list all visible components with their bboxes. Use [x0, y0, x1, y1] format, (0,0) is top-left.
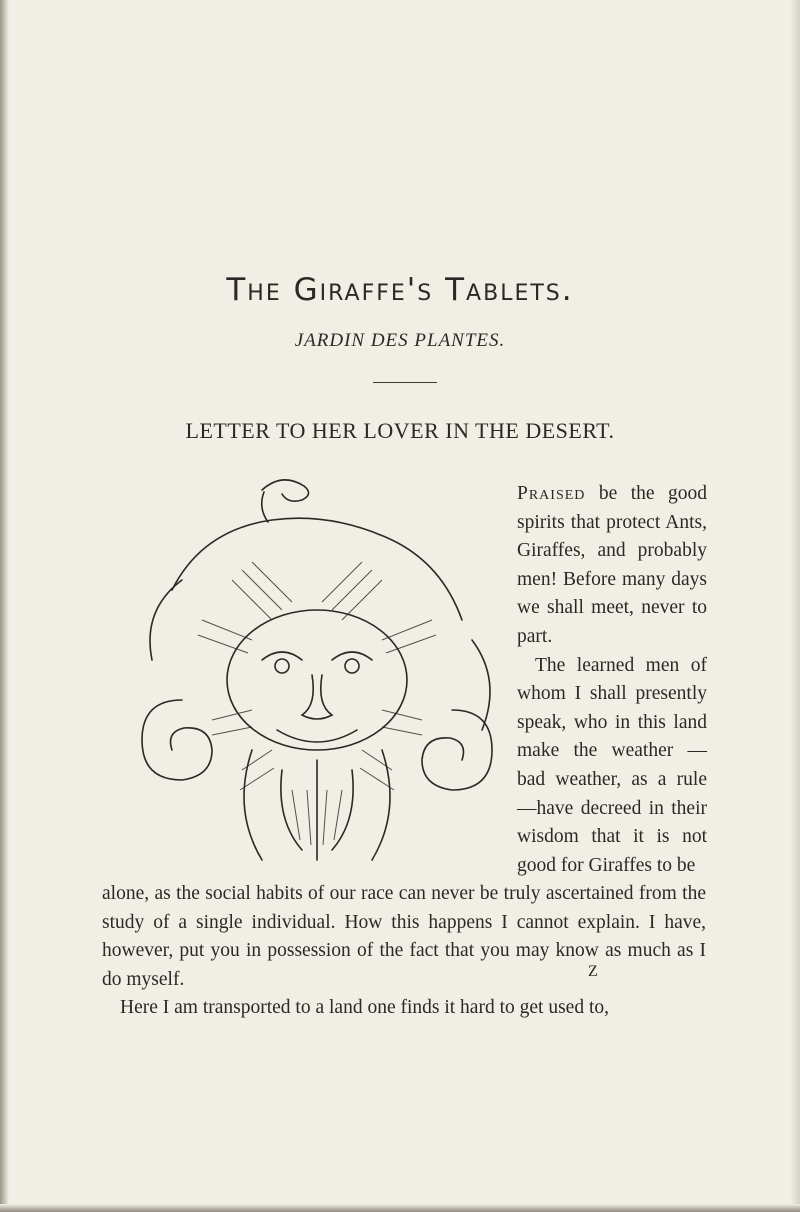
page-subtitle: JARDIN DES PLANTES.	[294, 330, 506, 351]
paragraph-4: Here I am transported to a land one finds it hard to get used to,	[120, 997, 609, 1019]
paragraph-3: alone, as the social habits of our race can never be truly ascertained from the study of a single individual. How this happens I cannot explain. I have, however, put you in possession of the fact that you may know as much as I do myself.	[102, 883, 706, 990]
page-edge-right	[790, 0, 800, 1212]
divider-rule	[373, 382, 437, 383]
full-width-text	[102, 880, 706, 1023]
text-column	[517, 480, 707, 880]
page-title: The Giraffe's Tablets.	[226, 272, 574, 308]
page-edge-bottom	[0, 1204, 800, 1212]
signature-mark: Z	[588, 963, 598, 980]
letter-heading: LETTER TO HER LOVER IN THE DESERT.	[185, 418, 615, 443]
page-edge-left	[0, 0, 9, 1212]
drop-lead: Praised	[517, 483, 586, 504]
paragraph-2: The learned men of whom I shall presently speak, who in this land make the weather — bad weather, as a rule —have decreed in their wisdom that it is not good for Giraffes to be	[517, 654, 707, 876]
paragraph-1	[517, 480, 707, 652]
engraved-lion-mask-icon	[112, 470, 522, 880]
paragraph-1-text: be the good spirits that protect Ants, Giraffes, and probably men! Before many days we shall meet, never to part.	[517, 483, 707, 647]
